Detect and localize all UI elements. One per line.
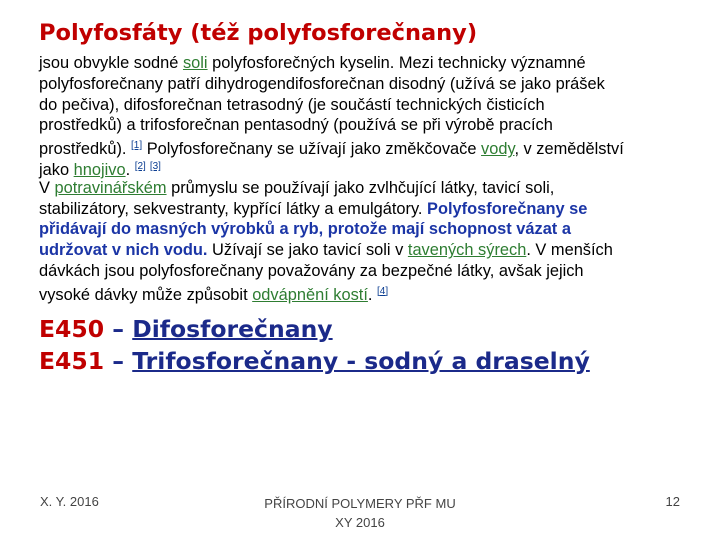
text: , v zemědělství (514, 140, 624, 159)
dash: – (104, 315, 133, 343)
text: stabilizátory, sekvestranty, kypřící látky a emulgátory. (39, 199, 428, 218)
slide-title: Polyfosfáty (též polyfosforečnany) (39, 20, 478, 46)
e-code: E450 (39, 315, 105, 343)
link-soli[interactable]: soli (182, 54, 208, 72)
body-line: prostředků) a trifosforečnan pentasodný (používá se při výrobě pracích (39, 116, 553, 135)
text: . V menších (526, 241, 613, 260)
body-line (39, 282, 699, 303)
highlight-text: udržovat v nich vodu. (39, 241, 208, 260)
text: . (125, 160, 135, 179)
text: prostředků). (39, 140, 132, 159)
link-odvapneni-kosti[interactable]: odvápnění kostí (252, 285, 368, 304)
text: Polyfosforečnany se užívají jako změkčovače (142, 140, 482, 159)
link-tavenych-syrech[interactable]: tavených sýrech (407, 241, 527, 260)
e-number-item (39, 345, 590, 377)
reference-2-link[interactable]: [2] (134, 160, 146, 172)
text: jako (39, 160, 74, 179)
reference-1-link[interactable]: [1] (131, 140, 143, 152)
body-line (39, 157, 699, 178)
link-vody[interactable]: vody (481, 140, 515, 159)
dash: – (104, 347, 133, 375)
text: . (367, 285, 378, 304)
text: Užívají se jako tavicí soli v (207, 241, 408, 260)
body-line: přidávají do masných výrobků a ryb, protože mají schopnost vázat a (39, 220, 571, 239)
link-potravinarskem[interactable]: potravinářském (54, 178, 167, 197)
body-line: do pečiva), difosforečnan tetrasodný (je součástí technických čisticích (39, 95, 545, 114)
footer-course-line: PŘÍRODNÍ POLYMERY PŘF MU (264, 496, 456, 511)
e-name-link[interactable]: Difosforečnany (132, 315, 333, 343)
text: vysoké dávky může způsobit (39, 285, 253, 304)
e-code: E451 (39, 347, 105, 375)
footer-date: X. Y. 2016 (40, 494, 99, 509)
e-number-item (39, 313, 590, 345)
footer-course (220, 494, 500, 532)
e-number-list (39, 313, 590, 377)
e-name-link[interactable]: Trifosforečnany - sodný a draselný (132, 347, 590, 375)
reference-3-link[interactable]: [3] (149, 160, 161, 172)
reference-4-link[interactable]: [4] (377, 285, 389, 297)
body-line: dávkách jsou polyfosforečnany považovány za bezpečné látky, avšak jejich (39, 261, 584, 280)
footer-course-line: XY 2016 (335, 515, 385, 530)
page-number: 12 (665, 494, 680, 509)
body-line (39, 199, 699, 220)
text: jsou obvykle sodné (39, 54, 183, 72)
body-line (39, 136, 699, 157)
body-line (39, 240, 699, 261)
body-line: polyfosforečnany patří dihydrogendifosforečnan disodný (užívá se jako prášek (39, 74, 605, 93)
link-hnojivo[interactable]: hnojivo (73, 160, 126, 179)
slide-body (39, 53, 699, 303)
text: průmyslu se používají jako zvlhčující látky, tavicí soli, (166, 178, 555, 197)
text: polyfosforečných kyselin. Mezi technicky významné (207, 54, 586, 72)
body-line (39, 53, 699, 74)
text: V (39, 178, 55, 197)
highlight-text: Polyfosforečnany se (427, 199, 588, 218)
body-line (39, 178, 699, 199)
